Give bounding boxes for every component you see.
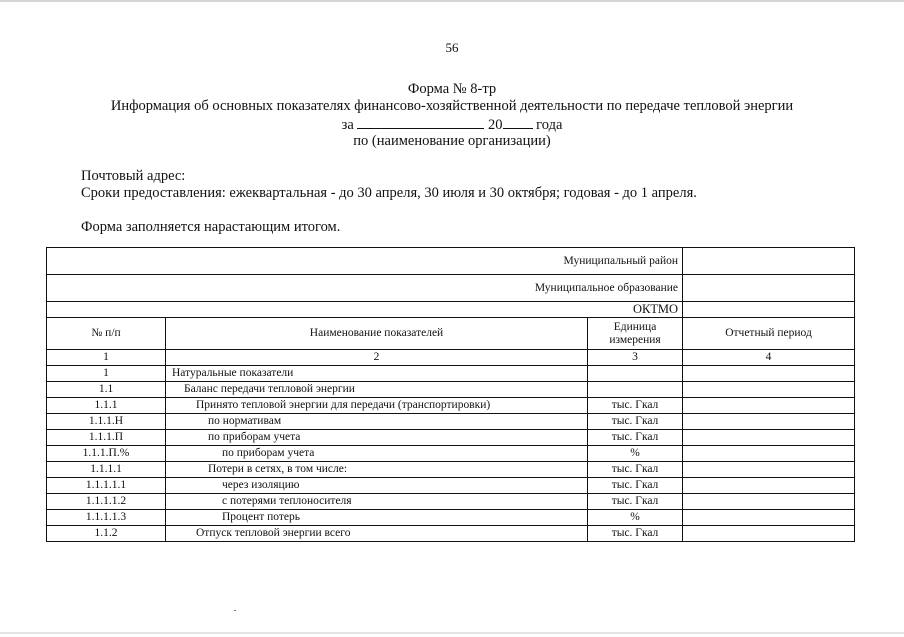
row-value[interactable] xyxy=(683,366,855,382)
meta-row-district xyxy=(47,248,855,275)
meta-label: ОКТМО xyxy=(47,302,683,318)
deadlines-text: Сроки предоставления: ежеквартальная - до 30 апреля, 30 июля и 30 октября; годовая - до 1 апреля. xyxy=(81,185,697,201)
row-name: Процент потерь xyxy=(166,510,588,526)
row-name: по приборам учета xyxy=(166,446,588,462)
row-unit: тыс. Гкал xyxy=(588,430,683,446)
row-unit: % xyxy=(588,446,683,462)
meta-value[interactable] xyxy=(683,248,855,275)
meta-value[interactable] xyxy=(683,302,855,318)
organization-line: по (наименование организации) xyxy=(353,133,551,149)
table-row xyxy=(47,382,855,398)
reporting-period-line xyxy=(0,116,904,134)
header-row xyxy=(47,318,855,350)
row-name: Натуральные показатели xyxy=(166,366,588,382)
table-row xyxy=(47,478,855,494)
row-name: Потери в сетях, в том числе: xyxy=(166,462,588,478)
row-unit: тыс. Гкал xyxy=(588,414,683,430)
table-row xyxy=(47,430,855,446)
row-name: с потерями теплоносителя xyxy=(166,494,588,510)
table-row xyxy=(47,494,855,510)
row-unit: тыс. Гкал xyxy=(588,398,683,414)
row-name: по нормативам xyxy=(166,414,588,430)
row-value[interactable] xyxy=(683,494,855,510)
meta-value[interactable] xyxy=(683,275,855,302)
row-number: 1.1.1.1.2 xyxy=(47,494,166,510)
row-number: 1.1.1.Н xyxy=(47,414,166,430)
row-value[interactable] xyxy=(683,510,855,526)
period-year-prefix: 20 xyxy=(488,117,503,133)
indicators-table xyxy=(46,247,855,542)
meta-row-oktmo xyxy=(47,302,855,318)
row-value[interactable] xyxy=(683,526,855,542)
row-number: 1.1.1.1.3 xyxy=(47,510,166,526)
row-name: по приборам учета xyxy=(166,430,588,446)
table-row xyxy=(47,462,855,478)
row-number: 1.1.1.П xyxy=(47,430,166,446)
row-number: 1.1.1.1.1 xyxy=(47,478,166,494)
page-number: 56 xyxy=(445,40,459,55)
row-unit xyxy=(588,366,683,382)
meta-label: Муниципальный район xyxy=(47,248,683,275)
row-value[interactable] xyxy=(683,462,855,478)
period-prefix: за xyxy=(341,117,354,133)
table-row xyxy=(47,414,855,430)
scan-speck xyxy=(234,610,236,611)
period-suffix: года xyxy=(536,117,563,133)
row-number: 1.1.1.1 xyxy=(47,462,166,478)
row-name: Принято тепловой энергии для передачи (транспортировки) xyxy=(166,398,588,414)
postal-address-label: Почтовый адрес: xyxy=(81,168,186,184)
column-number: 4 xyxy=(683,350,855,366)
row-number: 1.1.1 xyxy=(47,398,166,414)
header-unit: Единица измерения xyxy=(588,318,683,350)
row-value[interactable] xyxy=(683,382,855,398)
column-numbers-row xyxy=(47,350,855,366)
table-row xyxy=(47,366,855,382)
header-name: Наименование показателей xyxy=(166,318,588,350)
table-row xyxy=(47,526,855,542)
scan-edge-bottom xyxy=(0,632,904,634)
column-number: 1 xyxy=(47,350,166,366)
year-blank[interactable] xyxy=(503,116,533,129)
row-value[interactable] xyxy=(683,430,855,446)
table-row xyxy=(47,398,855,414)
row-value[interactable] xyxy=(683,414,855,430)
column-number: 3 xyxy=(588,350,683,366)
form-title: Информация об основных показателях финансово-хозяйственной деятельности по передаче тепловой энергии xyxy=(110,98,794,114)
header-number: № п/п xyxy=(47,318,166,350)
row-unit: % xyxy=(588,510,683,526)
row-unit: тыс. Гкал xyxy=(588,494,683,510)
table-row xyxy=(47,510,855,526)
meta-row-municipality xyxy=(47,275,855,302)
row-unit: тыс. Гкал xyxy=(588,526,683,542)
row-unit xyxy=(588,382,683,398)
row-number: 1.1.2 xyxy=(47,526,166,542)
row-unit: тыс. Гкал xyxy=(588,462,683,478)
row-value[interactable] xyxy=(683,398,855,414)
row-name: Отпуск тепловой энергии всего xyxy=(166,526,588,542)
row-number: 1 xyxy=(47,366,166,382)
scan-edge-top xyxy=(0,0,904,2)
row-name: через изоляцию xyxy=(166,478,588,494)
header-period: Отчетный период xyxy=(683,318,855,350)
form-number: Форма № 8-тр xyxy=(407,81,497,97)
row-name: Баланс передачи тепловой энергии xyxy=(166,382,588,398)
column-number: 2 xyxy=(166,350,588,366)
meta-label: Муниципальное образование xyxy=(47,275,683,302)
period-blank[interactable] xyxy=(357,116,484,129)
row-unit: тыс. Гкал xyxy=(588,478,683,494)
row-value[interactable] xyxy=(683,446,855,462)
table-row xyxy=(47,446,855,462)
cumulative-note: Форма заполняется нарастающим итогом. xyxy=(81,219,341,235)
row-number: 1.1.1.П.% xyxy=(47,446,166,462)
row-value[interactable] xyxy=(683,478,855,494)
row-number: 1.1 xyxy=(47,382,166,398)
